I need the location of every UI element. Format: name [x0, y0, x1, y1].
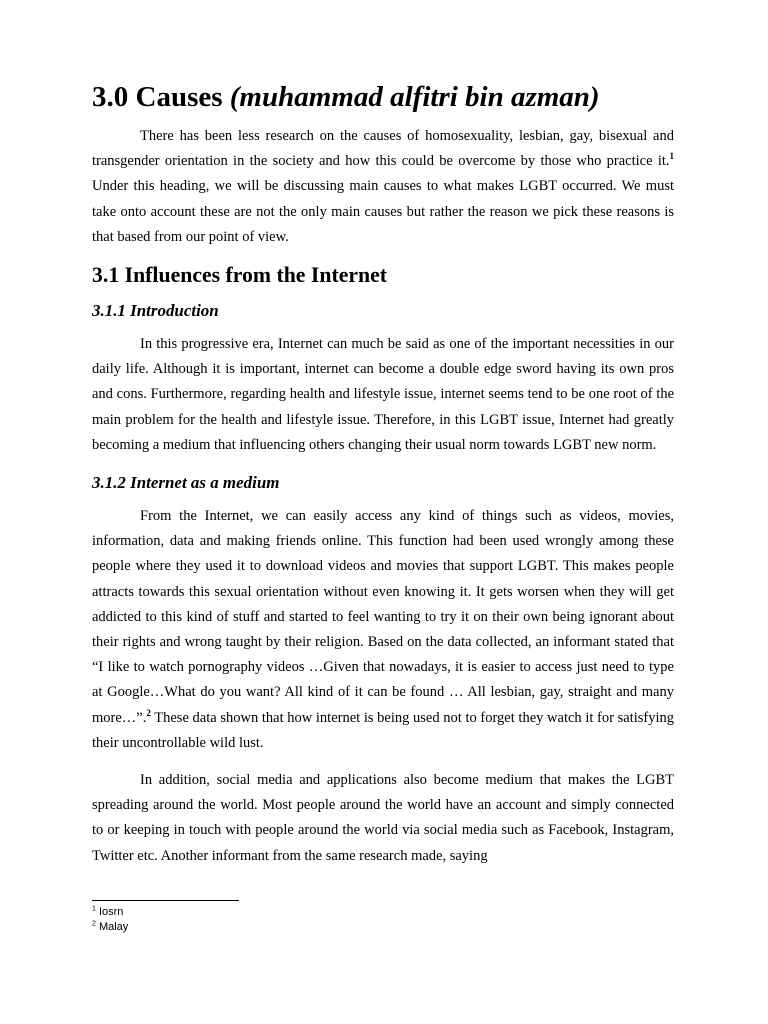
footnote-number: 2 [92, 920, 96, 928]
footnotes [92, 900, 392, 935]
medium-text-part-1: From the Internet, we can easily access any kind of things such as videos, movies, information, data and making friends online. This function had been used wrongly among these people where they used it to download videos and movies that support LGBT. This makes people attracts towards this sexual orientation without even knowing it. It gets worsen when they will get addicted to this kind of stuff and started to feel wanting to try it on their own being ignorant about their rights and wrong taught by their religion. Based on the data collected, an informant stated that “I like to watch pornography videos …Given that nowadays, it is easier to access just need to type at Google…What do you want? All kind of it can be found … All lesbian, gay, straight and many more…”. [92, 508, 674, 726]
footnote-text: Iosrn [95, 906, 124, 918]
intro-text-part-2: Under this heading, we will be discussing main causes to what makes LGBT occurred. We must take onto account these are not the only main causes but rather the reason we pick these reasons is that based from our point of view. [92, 178, 674, 245]
intro-paragraph [92, 124, 674, 250]
intro-text-part-1: There has been less research on the causes of homosexuality, lesbian, gay, bisexual and transgender orientation in the society and how this could be overcome by those who practice it. [92, 128, 674, 170]
footnote-number: 1 [92, 905, 96, 913]
introduction-paragraph: In this progressive era, Internet can much be said as one of the important necessities in our daily life. Although it is important, internet can become a double edge sword having its own pros and cons. Furthermore, regarding health and lifestyle issue, internet seems tend to be one root of the main problem for the health and lifestyle issue. Therefore, in this LGBT issue, Internet had greatly becoming a medium that influencing others changing their usual norm towards LGBT new norm. [92, 336, 674, 453]
heading-number: 3.0 Causes [92, 81, 230, 113]
section-heading-3-1-2: 3.1.2 Internet as a medium [92, 473, 280, 493]
document-body [92, 81, 674, 869]
medium-paragraph-2: In addition, social media and applications also become medium that makes the LGBT spreading around the world. Most people around the world have an account and simply connected to or keeping in touch with people around the world via social media such as Facebook, Instagram, Twitter etc. Another informant from the same research made, saying [92, 772, 674, 864]
footnote-ref-1[interactable]: 1 [669, 151, 674, 162]
footnote-2 [92, 920, 392, 935]
section-heading-3-0 [92, 81, 674, 113]
medium-text-part-2: These data shown that how internet is being used not to forget they watch it for satisfying their uncontrollable wild lust. [92, 709, 674, 751]
footnote-1 [92, 905, 392, 920]
footnote-ref-2[interactable]: 2 [146, 707, 151, 718]
heading-author: (muhammad alfitri bin azman) [229, 81, 600, 113]
section-heading-3-1-1: 3.1.1 Introduction [92, 301, 219, 321]
footnote-text: Malay [95, 921, 129, 933]
medium-paragraph-1 [92, 504, 674, 756]
section-heading-3-1: 3.1 Influences from the Internet [92, 263, 387, 288]
footnote-separator [92, 900, 239, 901]
